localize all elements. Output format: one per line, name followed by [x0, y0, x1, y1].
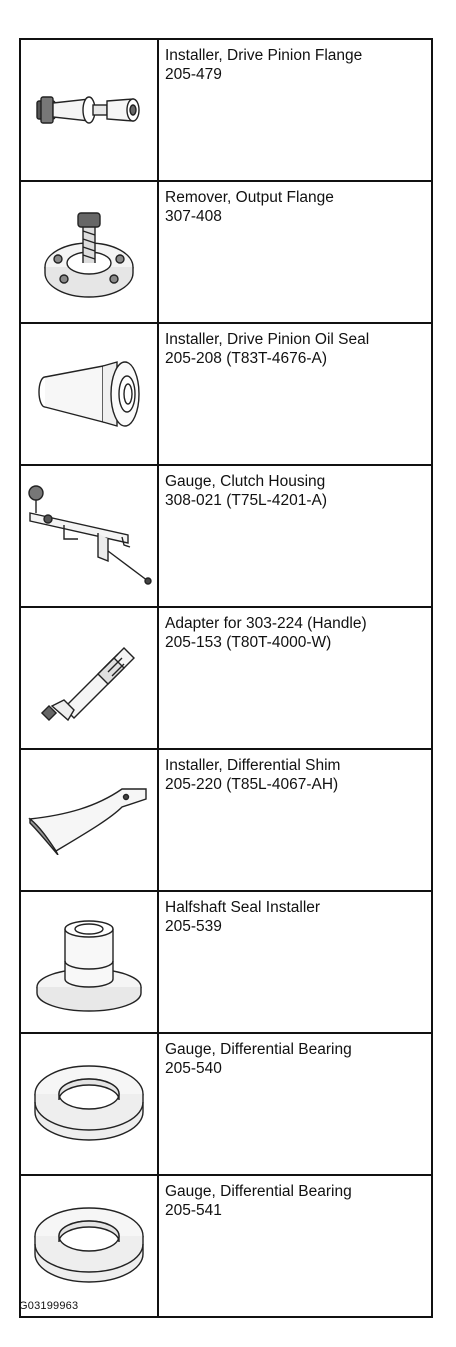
- tool-name: Gauge, Clutch Housing: [165, 473, 326, 490]
- table-row: [20, 607, 432, 749]
- tool-description-cell: [158, 465, 432, 607]
- clutch-housing-gauge-icon: [24, 481, 154, 591]
- tool-number: 205-541: [165, 1202, 222, 1219]
- tool-description-cell: [158, 1175, 432, 1317]
- tool-number: 205-153 (T80T-4000-W): [165, 634, 332, 651]
- tool-description-cell: [158, 749, 432, 891]
- tool-description-cell: [158, 1033, 432, 1175]
- tool-description-cell: [158, 39, 432, 181]
- tool-number: 205-220 (T85L-4067-AH): [165, 776, 339, 793]
- tool-image-cell: [20, 1175, 158, 1317]
- tool-description-cell: [158, 181, 432, 323]
- handle-adapter-icon: [34, 628, 144, 728]
- differential-bearing-gauge-icon: [29, 1196, 149, 1296]
- tool-name: Gauge, Differential Bearing: [165, 1183, 352, 1200]
- special-tools-table: [19, 38, 433, 1318]
- tool-number: 205-539: [165, 918, 222, 935]
- table-row: [20, 323, 432, 465]
- table-row: [20, 891, 432, 1033]
- differential-shim-installer-icon: [26, 785, 152, 855]
- tool-name: Installer, Drive Pinion Oil Seal: [165, 331, 370, 348]
- tool-name: Gauge, Differential Bearing: [165, 1041, 352, 1058]
- differential-bearing-gauge-icon: [29, 1054, 149, 1154]
- table-row: [20, 465, 432, 607]
- table-row: [20, 1033, 432, 1175]
- tool-name: Installer, Differential Shim: [165, 757, 341, 774]
- table-row: [20, 749, 432, 891]
- tool-number: 307-408: [165, 208, 222, 225]
- tool-description-cell: [158, 323, 432, 465]
- tool-image-cell: [20, 465, 158, 607]
- tool-image-cell: [20, 891, 158, 1033]
- tool-image-cell: [20, 323, 158, 465]
- tool-number: 205-479: [165, 66, 222, 83]
- tool-number: 205-208 (T83T-4676-A): [165, 350, 327, 367]
- tool-image-cell: [20, 749, 158, 891]
- tool-name: Remover, Output Flange: [165, 189, 334, 206]
- tool-number: 205-540: [165, 1060, 222, 1077]
- tool-name: Halfshaft Seal Installer: [165, 899, 321, 916]
- tool-description-cell: [158, 607, 432, 749]
- oil-seal-installer-icon: [29, 344, 149, 444]
- table-row: [20, 181, 432, 323]
- tool-name: Adapter for 303-224 (Handle): [165, 615, 367, 632]
- table-row: [20, 39, 432, 181]
- tool-image-cell: [20, 181, 158, 323]
- table-row: [20, 1175, 432, 1317]
- tool-image-cell: [20, 1033, 158, 1175]
- tool-image-cell: [20, 39, 158, 181]
- tool-number: 308-021 (T75L-4201-A): [165, 492, 327, 509]
- figure-id: G03199963: [19, 1300, 79, 1312]
- tool-description-cell: [158, 891, 432, 1033]
- tool-name: Installer, Drive Pinion Flange: [165, 47, 363, 64]
- pinion-flange-installer-icon: [29, 75, 149, 145]
- halfshaft-seal-installer-icon: [31, 907, 147, 1017]
- tool-image-cell: [20, 607, 158, 749]
- output-flange-remover-icon: [34, 197, 144, 307]
